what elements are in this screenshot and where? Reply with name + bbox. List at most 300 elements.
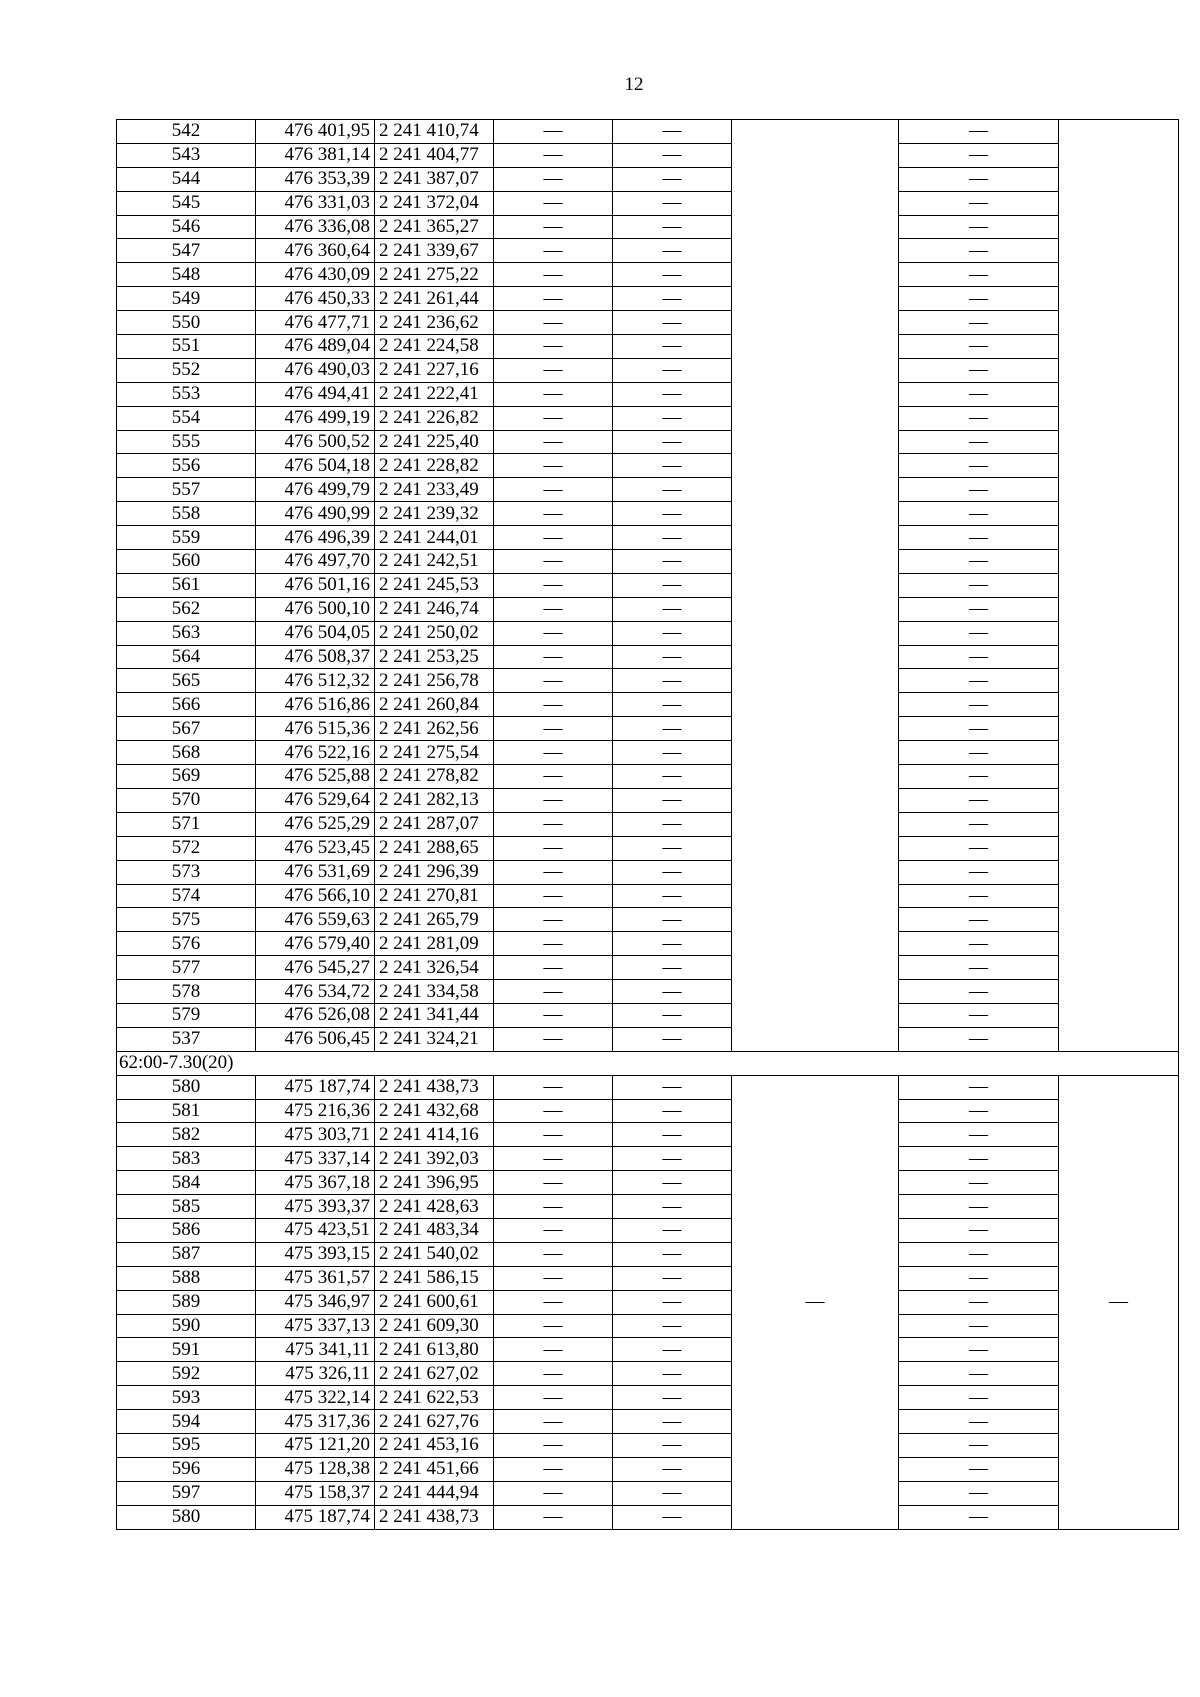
table-row xyxy=(117,143,1179,167)
dash-cell: — xyxy=(494,502,613,526)
dash-cell: — xyxy=(613,884,732,908)
y-coordinate-cell: 2 241 432,68 xyxy=(375,1099,494,1123)
table-row xyxy=(117,717,1179,741)
table-row xyxy=(117,860,1179,884)
dash-cell: — xyxy=(613,263,732,287)
merged-cell: — xyxy=(1059,1075,1179,1529)
dash-cell: — xyxy=(899,1433,1059,1457)
point-number-cell: 590 xyxy=(117,1314,256,1338)
point-number-cell: 573 xyxy=(117,860,256,884)
x-coordinate-cell: 476 497,70 xyxy=(256,550,375,574)
dash-cell: — xyxy=(494,1171,613,1195)
point-number-cell: 552 xyxy=(117,358,256,382)
point-number-cell: 596 xyxy=(117,1457,256,1481)
y-coordinate-cell: 2 241 250,02 xyxy=(375,621,494,645)
table-row xyxy=(117,932,1179,956)
y-coordinate-cell: 2 241 372,04 xyxy=(375,191,494,215)
dash-cell: — xyxy=(899,1242,1059,1266)
y-coordinate-cell: 2 241 226,82 xyxy=(375,406,494,430)
dash-cell: — xyxy=(494,1075,613,1099)
dash-cell: — xyxy=(899,645,1059,669)
dash-cell: — xyxy=(613,406,732,430)
table-row xyxy=(117,980,1179,1004)
table-row xyxy=(117,430,1179,454)
y-coordinate-cell: 2 241 242,51 xyxy=(375,550,494,574)
point-number-cell: 542 xyxy=(117,120,256,144)
dash-cell: — xyxy=(899,1290,1059,1314)
dash-cell: — xyxy=(494,143,613,167)
dash-cell: — xyxy=(899,454,1059,478)
dash-cell: — xyxy=(899,1410,1059,1434)
table-row xyxy=(117,1242,1179,1266)
point-number-cell: 569 xyxy=(117,765,256,789)
dash-cell: — xyxy=(613,502,732,526)
merged-cell: — xyxy=(732,1075,899,1529)
dash-cell: — xyxy=(899,597,1059,621)
dash-cell: — xyxy=(613,1386,732,1410)
table-row xyxy=(117,526,1179,550)
dash-cell: — xyxy=(613,597,732,621)
table-row xyxy=(117,956,1179,980)
x-coordinate-cell: 475 341,11 xyxy=(256,1338,375,1362)
x-coordinate-cell: 476 494,41 xyxy=(256,382,375,406)
x-coordinate-cell: 476 506,45 xyxy=(256,1027,375,1051)
dash-cell: — xyxy=(494,335,613,359)
dash-cell: — xyxy=(494,693,613,717)
dash-cell: — xyxy=(899,1195,1059,1219)
dash-cell: — xyxy=(899,1266,1059,1290)
dash-cell: — xyxy=(613,358,732,382)
y-coordinate-cell: 2 241 627,02 xyxy=(375,1362,494,1386)
y-coordinate-cell: 2 241 627,76 xyxy=(375,1410,494,1434)
dash-cell: — xyxy=(899,478,1059,502)
point-number-cell: 582 xyxy=(117,1123,256,1147)
dash-cell: — xyxy=(613,335,732,359)
dash-cell: — xyxy=(494,932,613,956)
dash-cell: — xyxy=(494,1195,613,1219)
x-coordinate-cell: 475 367,18 xyxy=(256,1171,375,1195)
dash-cell: — xyxy=(613,1457,732,1481)
table-row xyxy=(117,382,1179,406)
x-coordinate-cell: 476 499,79 xyxy=(256,478,375,502)
dash-cell: — xyxy=(613,239,732,263)
point-number-cell: 559 xyxy=(117,526,256,550)
dash-cell: — xyxy=(613,1099,732,1123)
dash-cell: — xyxy=(494,884,613,908)
dash-cell: — xyxy=(899,573,1059,597)
dash-cell: — xyxy=(613,478,732,502)
dash-cell: — xyxy=(613,311,732,335)
x-coordinate-cell: 476 515,36 xyxy=(256,717,375,741)
y-coordinate-cell: 2 241 339,67 xyxy=(375,239,494,263)
point-number-cell: 594 xyxy=(117,1410,256,1434)
dash-cell: — xyxy=(494,1338,613,1362)
point-number-cell: 581 xyxy=(117,1099,256,1123)
point-number-cell: 572 xyxy=(117,836,256,860)
dash-cell: — xyxy=(494,239,613,263)
dash-cell: — xyxy=(494,908,613,932)
point-number-cell: 575 xyxy=(117,908,256,932)
point-number-cell: 551 xyxy=(117,335,256,359)
dash-cell: — xyxy=(494,1003,613,1027)
dash-cell: — xyxy=(613,908,732,932)
dash-cell: — xyxy=(899,311,1059,335)
x-coordinate-cell: 475 346,97 xyxy=(256,1290,375,1314)
dash-cell: — xyxy=(899,335,1059,359)
y-coordinate-cell: 2 241 256,78 xyxy=(375,669,494,693)
dash-cell: — xyxy=(899,956,1059,980)
dash-cell: — xyxy=(494,1218,613,1242)
dash-cell: — xyxy=(494,406,613,430)
table-row xyxy=(117,239,1179,263)
dash-cell: — xyxy=(899,215,1059,239)
point-number-cell: 555 xyxy=(117,430,256,454)
dash-cell: — xyxy=(899,1027,1059,1051)
table-row xyxy=(117,1147,1179,1171)
y-coordinate-cell: 2 241 262,56 xyxy=(375,717,494,741)
x-coordinate-cell: 476 516,86 xyxy=(256,693,375,717)
dash-cell: — xyxy=(494,717,613,741)
point-number-cell: 595 xyxy=(117,1433,256,1457)
table-row xyxy=(117,287,1179,311)
point-number-cell: 554 xyxy=(117,406,256,430)
y-coordinate-cell: 2 241 296,39 xyxy=(375,860,494,884)
point-number-cell: 545 xyxy=(117,191,256,215)
dash-cell: — xyxy=(613,836,732,860)
x-coordinate-cell: 476 490,03 xyxy=(256,358,375,382)
x-coordinate-cell: 476 525,88 xyxy=(256,765,375,789)
dash-cell: — xyxy=(899,693,1059,717)
dash-cell: — xyxy=(494,311,613,335)
dash-cell: — xyxy=(494,430,613,454)
x-coordinate-cell: 476 489,04 xyxy=(256,335,375,359)
dash-cell: — xyxy=(899,980,1059,1004)
dash-cell: — xyxy=(494,1481,613,1505)
dash-cell: — xyxy=(899,884,1059,908)
table-row xyxy=(117,1075,1179,1099)
dash-cell: — xyxy=(899,1386,1059,1410)
dash-cell: — xyxy=(494,621,613,645)
table-row xyxy=(117,1481,1179,1505)
dash-cell: — xyxy=(899,120,1059,144)
dash-cell: — xyxy=(613,1290,732,1314)
table-row xyxy=(117,597,1179,621)
dash-cell: — xyxy=(899,860,1059,884)
y-coordinate-cell: 2 241 281,09 xyxy=(375,932,494,956)
dash-cell: — xyxy=(494,1123,613,1147)
dash-cell: — xyxy=(613,669,732,693)
y-coordinate-cell: 2 241 225,40 xyxy=(375,430,494,454)
page-number: 12 xyxy=(624,74,644,95)
table-row xyxy=(117,1195,1179,1219)
table-row xyxy=(117,502,1179,526)
y-coordinate-cell: 2 241 275,54 xyxy=(375,741,494,765)
dash-cell: — xyxy=(613,167,732,191)
x-coordinate-cell: 475 187,74 xyxy=(256,1075,375,1099)
dash-cell: — xyxy=(899,406,1059,430)
dash-cell: — xyxy=(899,263,1059,287)
y-coordinate-cell: 2 241 261,44 xyxy=(375,287,494,311)
dash-cell: — xyxy=(494,980,613,1004)
x-coordinate-cell: 476 566,10 xyxy=(256,884,375,908)
table-row xyxy=(117,120,1179,144)
table-row xyxy=(117,1314,1179,1338)
dash-cell: — xyxy=(899,812,1059,836)
x-coordinate-cell: 476 508,37 xyxy=(256,645,375,669)
x-coordinate-cell: 476 522,16 xyxy=(256,741,375,765)
y-coordinate-cell: 2 241 540,02 xyxy=(375,1242,494,1266)
dash-cell: — xyxy=(899,1338,1059,1362)
point-number-cell: 546 xyxy=(117,215,256,239)
x-coordinate-cell: 476 512,32 xyxy=(256,669,375,693)
x-coordinate-cell: 475 128,38 xyxy=(256,1457,375,1481)
point-number-cell: 583 xyxy=(117,1147,256,1171)
point-number-cell: 543 xyxy=(117,143,256,167)
dash-cell: — xyxy=(613,645,732,669)
y-coordinate-cell: 2 241 365,27 xyxy=(375,215,494,239)
dash-cell: — xyxy=(899,430,1059,454)
table-row xyxy=(117,1410,1179,1434)
y-coordinate-cell: 2 241 288,65 xyxy=(375,836,494,860)
x-coordinate-cell: 476 559,63 xyxy=(256,908,375,932)
dash-cell: — xyxy=(613,526,732,550)
dash-cell: — xyxy=(494,1410,613,1434)
table-row xyxy=(117,621,1179,645)
point-number-cell: 578 xyxy=(117,980,256,1004)
section-header-row xyxy=(117,1051,1179,1075)
table-row xyxy=(117,1386,1179,1410)
point-number-cell: 576 xyxy=(117,932,256,956)
dash-cell: — xyxy=(613,1481,732,1505)
dash-cell: — xyxy=(494,1147,613,1171)
point-number-cell: 577 xyxy=(117,956,256,980)
point-number-cell: 565 xyxy=(117,669,256,693)
dash-cell: — xyxy=(899,1123,1059,1147)
x-coordinate-cell: 475 326,11 xyxy=(256,1362,375,1386)
x-coordinate-cell: 476 360,64 xyxy=(256,239,375,263)
dash-cell: — xyxy=(613,812,732,836)
dash-cell: — xyxy=(613,621,732,645)
dash-cell: — xyxy=(613,454,732,478)
dash-cell: — xyxy=(613,717,732,741)
y-coordinate-cell: 2 241 334,58 xyxy=(375,980,494,1004)
dash-cell: — xyxy=(899,836,1059,860)
table-row xyxy=(117,765,1179,789)
table-row xyxy=(117,812,1179,836)
dash-cell: — xyxy=(494,788,613,812)
y-coordinate-cell: 2 241 245,53 xyxy=(375,573,494,597)
dash-cell: — xyxy=(613,1027,732,1051)
x-coordinate-cell: 476 525,29 xyxy=(256,812,375,836)
x-coordinate-cell: 476 477,71 xyxy=(256,311,375,335)
point-number-cell: 587 xyxy=(117,1242,256,1266)
table-row xyxy=(117,1290,1179,1314)
dash-cell: — xyxy=(899,239,1059,263)
dash-cell: — xyxy=(613,1433,732,1457)
dash-cell: — xyxy=(494,645,613,669)
y-coordinate-cell: 2 241 270,81 xyxy=(375,884,494,908)
dash-cell: — xyxy=(494,1266,613,1290)
table-row xyxy=(117,669,1179,693)
dash-cell: — xyxy=(613,1505,732,1529)
x-coordinate-cell: 476 504,18 xyxy=(256,454,375,478)
dash-cell: — xyxy=(613,1123,732,1147)
x-coordinate-cell: 476 353,39 xyxy=(256,167,375,191)
y-coordinate-cell: 2 241 622,53 xyxy=(375,1386,494,1410)
x-coordinate-cell: 476 401,95 xyxy=(256,120,375,144)
y-coordinate-cell: 2 241 228,82 xyxy=(375,454,494,478)
dash-cell: — xyxy=(899,908,1059,932)
dash-cell: — xyxy=(613,215,732,239)
dash-cell: — xyxy=(494,478,613,502)
dash-cell: — xyxy=(899,669,1059,693)
dash-cell: — xyxy=(494,1386,613,1410)
dash-cell: — xyxy=(899,765,1059,789)
dash-cell: — xyxy=(613,932,732,956)
coordinates-table-body xyxy=(117,120,1179,1530)
point-number-cell: 544 xyxy=(117,167,256,191)
dash-cell: — xyxy=(494,836,613,860)
dash-cell: — xyxy=(613,860,732,884)
x-coordinate-cell: 475 337,13 xyxy=(256,1314,375,1338)
dash-cell: — xyxy=(899,1362,1059,1386)
dash-cell: — xyxy=(494,167,613,191)
dash-cell: — xyxy=(613,1171,732,1195)
point-number-cell: 597 xyxy=(117,1481,256,1505)
point-number-cell: 562 xyxy=(117,597,256,621)
point-number-cell: 548 xyxy=(117,263,256,287)
dash-cell: — xyxy=(899,741,1059,765)
x-coordinate-cell: 475 393,37 xyxy=(256,1195,375,1219)
dash-cell: — xyxy=(613,1266,732,1290)
y-coordinate-cell: 2 241 275,22 xyxy=(375,263,494,287)
table-row xyxy=(117,335,1179,359)
point-number-cell: 571 xyxy=(117,812,256,836)
dash-cell: — xyxy=(613,1314,732,1338)
x-coordinate-cell: 475 317,36 xyxy=(256,1410,375,1434)
point-number-cell: 567 xyxy=(117,717,256,741)
dash-cell: — xyxy=(613,1147,732,1171)
dash-cell: — xyxy=(613,120,732,144)
point-number-cell: 592 xyxy=(117,1362,256,1386)
table-row xyxy=(117,1362,1179,1386)
table-row xyxy=(117,167,1179,191)
point-number-cell: 560 xyxy=(117,550,256,574)
dash-cell: — xyxy=(494,1099,613,1123)
y-coordinate-cell: 2 241 609,30 xyxy=(375,1314,494,1338)
y-coordinate-cell: 2 241 613,80 xyxy=(375,1338,494,1362)
y-coordinate-cell: 2 241 260,84 xyxy=(375,693,494,717)
dash-cell: — xyxy=(494,812,613,836)
table-row xyxy=(117,1338,1179,1362)
x-coordinate-cell: 476 336,08 xyxy=(256,215,375,239)
y-coordinate-cell: 2 241 239,32 xyxy=(375,502,494,526)
dash-cell: — xyxy=(899,167,1059,191)
dash-cell: — xyxy=(613,550,732,574)
point-number-cell: 557 xyxy=(117,478,256,502)
dash-cell: — xyxy=(899,1457,1059,1481)
table-row xyxy=(117,884,1179,908)
dash-cell: — xyxy=(613,765,732,789)
point-number-cell: 580 xyxy=(117,1505,256,1529)
table-row xyxy=(117,454,1179,478)
y-coordinate-cell: 2 241 246,74 xyxy=(375,597,494,621)
table-row xyxy=(117,1123,1179,1147)
dash-cell: — xyxy=(899,1505,1059,1529)
dash-cell: — xyxy=(494,1027,613,1051)
dash-cell: — xyxy=(899,143,1059,167)
dash-cell: — xyxy=(899,502,1059,526)
y-coordinate-cell: 2 241 253,25 xyxy=(375,645,494,669)
x-coordinate-cell: 476 504,05 xyxy=(256,621,375,645)
x-coordinate-cell: 476 529,64 xyxy=(256,788,375,812)
dash-cell: — xyxy=(613,1195,732,1219)
dash-cell: — xyxy=(899,287,1059,311)
point-number-cell: 553 xyxy=(117,382,256,406)
x-coordinate-cell: 475 187,74 xyxy=(256,1505,375,1529)
dash-cell: — xyxy=(899,358,1059,382)
dash-cell: — xyxy=(494,382,613,406)
y-coordinate-cell: 2 241 392,03 xyxy=(375,1147,494,1171)
dash-cell: — xyxy=(613,287,732,311)
dash-cell: — xyxy=(613,693,732,717)
dash-cell: — xyxy=(613,573,732,597)
x-coordinate-cell: 476 501,16 xyxy=(256,573,375,597)
x-coordinate-cell: 476 500,52 xyxy=(256,430,375,454)
dash-cell: — xyxy=(494,191,613,215)
y-coordinate-cell: 2 241 341,44 xyxy=(375,1003,494,1027)
table-row xyxy=(117,693,1179,717)
y-coordinate-cell: 2 241 265,79 xyxy=(375,908,494,932)
x-coordinate-cell: 475 216,36 xyxy=(256,1099,375,1123)
y-coordinate-cell: 2 241 244,01 xyxy=(375,526,494,550)
x-coordinate-cell: 475 121,20 xyxy=(256,1433,375,1457)
x-coordinate-cell: 475 393,15 xyxy=(256,1242,375,1266)
table-row xyxy=(117,1171,1179,1195)
x-coordinate-cell: 476 381,14 xyxy=(256,143,375,167)
dash-cell: — xyxy=(494,956,613,980)
table-row xyxy=(117,406,1179,430)
x-coordinate-cell: 476 450,33 xyxy=(256,287,375,311)
table-row xyxy=(117,1505,1179,1529)
dash-cell: — xyxy=(899,1481,1059,1505)
x-coordinate-cell: 476 579,40 xyxy=(256,932,375,956)
point-number-cell: 563 xyxy=(117,621,256,645)
y-coordinate-cell: 2 241 438,73 xyxy=(375,1075,494,1099)
x-coordinate-cell: 476 545,27 xyxy=(256,956,375,980)
table-row xyxy=(117,836,1179,860)
dash-cell: — xyxy=(494,597,613,621)
y-coordinate-cell: 2 241 453,16 xyxy=(375,1433,494,1457)
point-number-cell: 585 xyxy=(117,1195,256,1219)
y-coordinate-cell: 2 241 410,74 xyxy=(375,120,494,144)
point-number-cell: 547 xyxy=(117,239,256,263)
dash-cell: — xyxy=(494,1433,613,1457)
dash-cell: — xyxy=(613,1242,732,1266)
x-coordinate-cell: 476 496,39 xyxy=(256,526,375,550)
x-coordinate-cell: 475 337,14 xyxy=(256,1147,375,1171)
table-row xyxy=(117,741,1179,765)
y-coordinate-cell: 2 241 387,07 xyxy=(375,167,494,191)
point-number-cell: 574 xyxy=(117,884,256,908)
point-number-cell: 588 xyxy=(117,1266,256,1290)
table-row xyxy=(117,1433,1179,1457)
dash-cell: — xyxy=(613,430,732,454)
table-row xyxy=(117,788,1179,812)
x-coordinate-cell: 475 361,57 xyxy=(256,1266,375,1290)
dash-cell: — xyxy=(494,454,613,478)
y-coordinate-cell: 2 241 287,07 xyxy=(375,812,494,836)
